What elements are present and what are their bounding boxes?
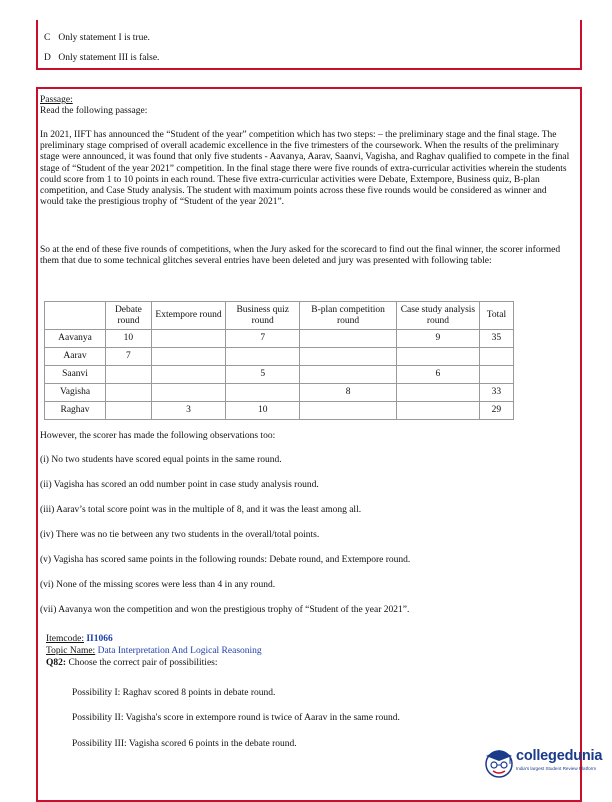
table-cell: [300, 330, 397, 348]
table-cell: [151, 348, 226, 366]
table-cell: [151, 366, 226, 384]
possibility-2: Possibility II: Vagisha's score in extempore round is twice of Aarav in the same round.: [72, 713, 400, 723]
table-header-cell: Business quiz round: [226, 302, 300, 330]
question-text: Choose the correct pair of possibilities:: [68, 658, 218, 668]
table-cell: [226, 384, 300, 402]
table-cell: Saanvi: [45, 366, 106, 384]
table-header-cell: [45, 302, 106, 330]
table-cell: [106, 384, 152, 402]
option-d: D Only statement III is false.: [44, 53, 160, 63]
table-cell: [397, 348, 480, 366]
table-cell: 7: [106, 348, 152, 366]
table-cell: 35: [479, 330, 513, 348]
table-header-row: [45, 302, 514, 330]
table-header-cell: Debate round: [106, 302, 152, 330]
option-c: C Only statement I is true.: [44, 33, 150, 43]
table-cell: [106, 366, 152, 384]
possibility-1: Possibility I: Raghav scored 8 points in debate round.: [72, 688, 276, 698]
table-cell: [479, 348, 513, 366]
table-cell: [300, 348, 397, 366]
observation-item: (v) Vagisha has scored same points in the following rounds: Debate round, and Extempore round.: [40, 555, 411, 565]
passage-paragraph-1: In 2021, IIFT has announced the “Student of the year” competition which has two steps: – the preliminary stage and the final stage. The preliminary stage comprised of overall academic excellence in the five trimesters of the coursework. When the results of the preliminary stage were announced, it was found that only five students - Aavanya, Aarav, Saanvi, Vagisha, and Raghav qualified to compete in the final stage of “Student of the year 2021” competition. In the final stage there were five rounds of extra-curricular activities wherein the students could score from 1 to 10 points in each round. These five extra-curricular activities were Debate, Extempore, Business quiz, B-plan competition, and Case Study analysis. The student with maximum points across these five rounds would be considered as winner and would take the prestigious trophy of “Student of the year 2021”.: [40, 130, 570, 208]
table-cell: 5: [226, 366, 300, 384]
passage-paragraph-2: So at the end of these five rounds of competitions, when the Jury asked for the scorecard to find out the final winner, the scorer informed them that due to some technical glitches several entries have been deleted and jury was presented with following table:: [40, 245, 561, 267]
table-row: [45, 330, 514, 348]
table-row: [45, 384, 514, 402]
observation-item: (iii) Aarav’s total score point was in the multiple of 8, and it was the least among all.: [40, 505, 362, 515]
observation-item: (vii) Aavanya won the competition and won the prestigious trophy of “Student of the year 2021”.: [40, 605, 410, 615]
observation-item: (i) No two students have scored equal points in the same round.: [40, 455, 282, 465]
itemcode-label: Itemcode:: [46, 634, 84, 644]
table-row: [45, 366, 514, 384]
passage-intro: Read the following passage:: [40, 106, 148, 116]
observation-item: (ii) Vagisha has scored an odd number point in case study analysis round.: [40, 480, 319, 490]
table-cell: [151, 330, 226, 348]
table-cell: [397, 402, 480, 420]
topic-line: [46, 646, 262, 657]
table-cell: 8: [300, 384, 397, 402]
table-row: [45, 402, 514, 420]
table-cell: 7: [226, 330, 300, 348]
observation-item: (vi) None of the missing scores were less than 4 in any round.: [40, 580, 276, 590]
table-cell: Vagisha: [45, 384, 106, 402]
itemcode-line: [46, 634, 113, 645]
table-cell: [226, 348, 300, 366]
table-cell: 9: [397, 330, 480, 348]
table-header-cell: Case study analysis round: [397, 302, 480, 330]
table-cell: 10: [226, 402, 300, 420]
table-cell: 10: [106, 330, 152, 348]
table-cell: [397, 384, 480, 402]
table-cell: 29: [479, 402, 513, 420]
question-line: [46, 658, 218, 669]
logo-wordmark: collegedunia: [516, 748, 603, 764]
table-header-cell: Extempore round: [151, 302, 226, 330]
observations-intro: However, the scorer has made the following observations too:: [40, 431, 276, 441]
table-cell: [106, 402, 152, 420]
table-row: [45, 348, 514, 366]
score-table: [44, 301, 514, 420]
table-cell: 6: [397, 366, 480, 384]
table-cell: 33: [479, 384, 513, 402]
observation-item: (iv) There was no tie between any two students in the overall/total points.: [40, 530, 320, 540]
table-cell: [300, 366, 397, 384]
itemcode-value[interactable]: II1066: [86, 634, 113, 644]
table-cell: 3: [151, 402, 226, 420]
possibility-3: Possibility III: Vagisha scored 6 points in the debate round.: [72, 739, 297, 749]
table-header-cell: B-plan competition round: [300, 302, 397, 330]
question-number: Q82:: [46, 658, 67, 668]
topic-value[interactable]: Data Interpretation And Logical Reasoning: [97, 646, 262, 656]
topic-label: Topic Name:: [46, 646, 96, 656]
table-cell: Aavanya: [45, 330, 106, 348]
table-cell: [300, 402, 397, 420]
passage-label: Passage:: [40, 95, 73, 105]
table-cell: Raghav: [45, 402, 106, 420]
logo-tagline: India's largest Student Review Platform: [516, 766, 597, 771]
table-cell: [479, 366, 513, 384]
table-cell: [151, 384, 226, 402]
table-header-cell: Total: [479, 302, 513, 330]
table-cell: Aarav: [45, 348, 106, 366]
